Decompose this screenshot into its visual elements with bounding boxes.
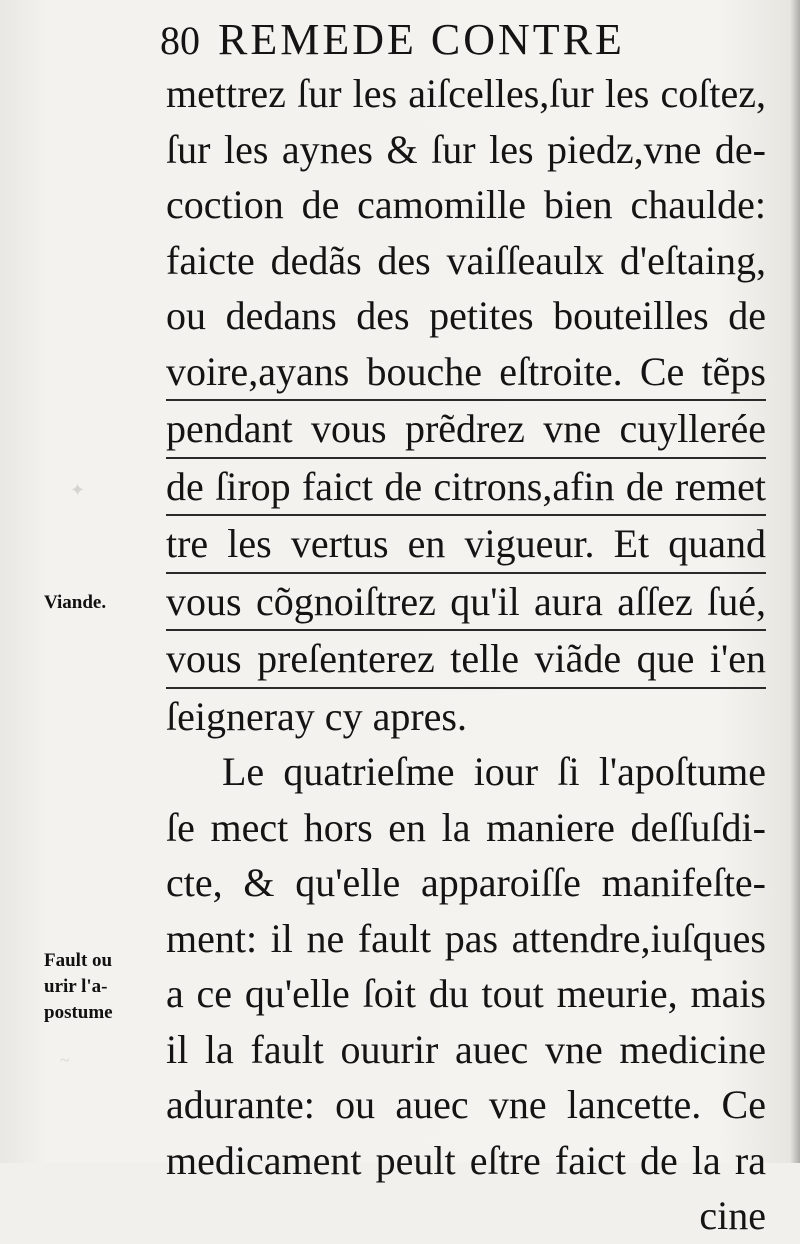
page-number: 80 bbox=[160, 18, 200, 63]
page-edge-shadow bbox=[790, 0, 800, 1163]
catchword: cine bbox=[699, 1193, 766, 1238]
text-line: de ſirop faict de citrons,afin de remet bbox=[166, 459, 766, 517]
page-header bbox=[160, 14, 740, 67]
text-line: coction de camomille bien chaulde: bbox=[166, 182, 766, 227]
text-line: medicament peult eſtre faict de la ra bbox=[166, 1137, 766, 1183]
body-text bbox=[166, 66, 766, 1244]
running-head: REMEDE CONTRE bbox=[218, 15, 625, 64]
text-line: cte, & qu'elle apparoiſſe manifeſte- bbox=[166, 860, 766, 905]
bleed-through-mark: ✦ bbox=[70, 480, 86, 500]
text-line: voire,ayans bouche eſtroite. Ce tẽps bbox=[166, 344, 766, 402]
text-line: vous preſenterez telle viãde que i'en bbox=[166, 631, 766, 689]
text-line: a ce qu'elle ſoit du tout meurie, mais bbox=[166, 971, 766, 1016]
bleed-through-mark: ~ bbox=[60, 1050, 70, 1070]
text-line: ſeigneray cy apres. bbox=[166, 693, 467, 739]
margin-note: urir l'a- bbox=[44, 976, 108, 997]
text-line: il la fault ouurir auec vne medicine bbox=[166, 1026, 766, 1072]
text-line: Le quatrieſme iour ſi l'apoſtume bbox=[222, 749, 766, 794]
margin-note: postume bbox=[44, 1002, 113, 1023]
text-line: ſur les aynes & ſur les piedz,vne de- bbox=[166, 126, 766, 172]
text-line: faicte dedãs des vaiſſeaulx d'eſtaing, bbox=[166, 237, 766, 283]
text-line: vous cõgnoiſtrez qu'il aura aſſez ſué, bbox=[166, 574, 766, 632]
text-line: tre les vertus en vigueur. Et quand bbox=[166, 516, 766, 574]
text-line: adurante: ou auec vne lancette. Ce bbox=[166, 1082, 766, 1127]
margin-note: Viande. bbox=[44, 592, 107, 613]
text-line: ſe mect hors en la maniere deſſuſdi- bbox=[166, 804, 766, 850]
text-line: pendant vous prẽdrez vne cuyllerée bbox=[166, 401, 766, 459]
margin-note: Fault ou bbox=[44, 950, 113, 971]
text-line: ment: il ne fault pas attendre,iuſques bbox=[166, 915, 766, 961]
text-line: ou dedans des petites bouteilles de bbox=[166, 293, 766, 338]
text-line: mettrez ſur les aiſcelles,ſur les coſtez, bbox=[166, 71, 766, 116]
